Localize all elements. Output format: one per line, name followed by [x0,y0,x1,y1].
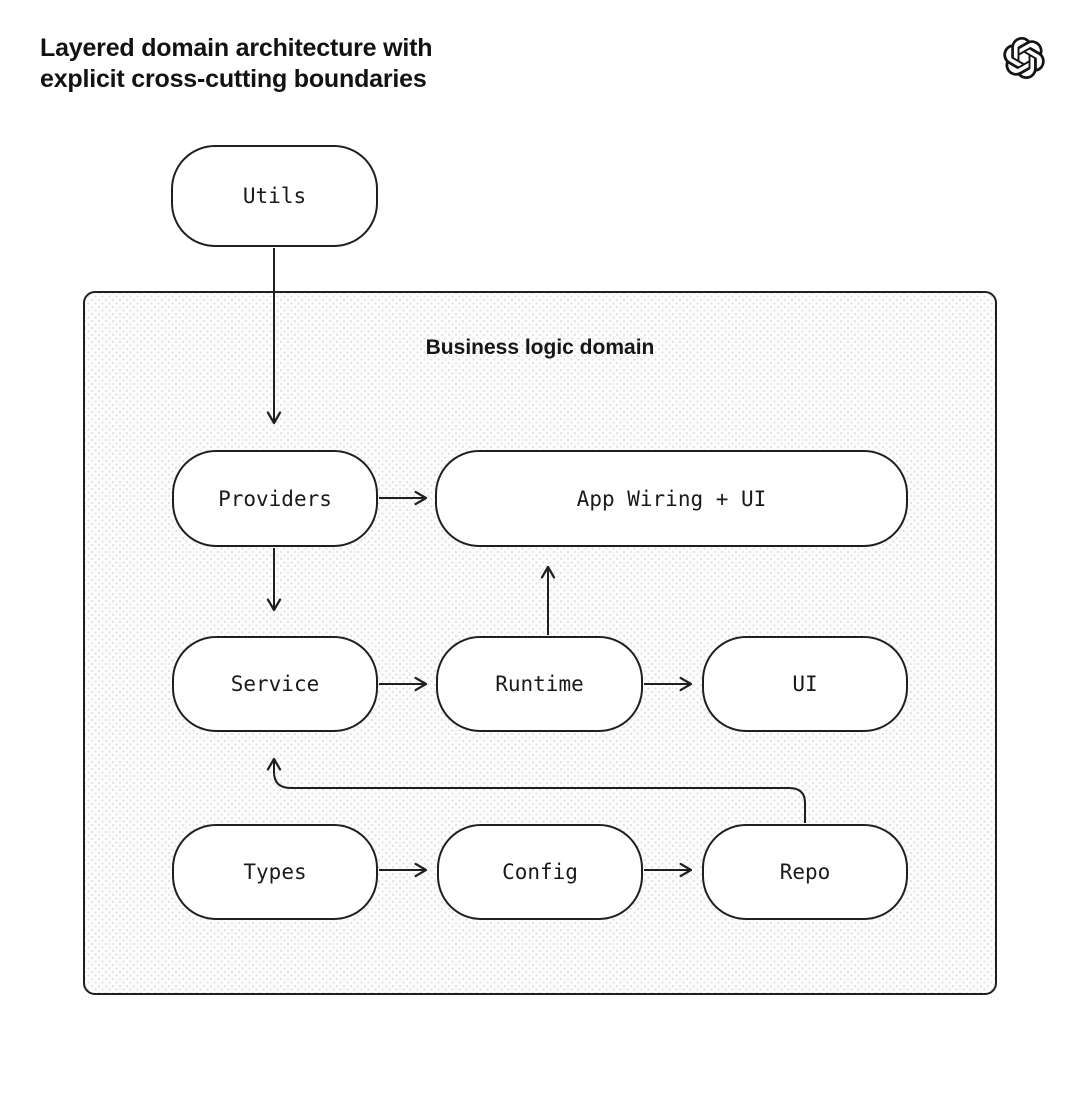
node-runtime [436,636,643,732]
openai-logo-icon [1003,37,1045,79]
node-ui-label: UI [792,672,818,696]
node-types [172,824,378,920]
node-config-label: Config [502,860,578,884]
page-title-line2: explicit cross-cutting boundaries [40,65,427,93]
node-repo-label: Repo [779,860,831,884]
node-app-wiring-ui [435,450,908,547]
node-app-wiring-ui-label: App Wiring + UI [576,486,767,511]
node-repo [702,824,908,920]
node-service [172,636,378,732]
node-providers [172,450,378,547]
node-config [437,824,643,920]
node-utils [171,145,378,247]
node-utils-label: Utils [242,184,307,208]
node-runtime-label: Runtime [495,672,584,696]
business-logic-domain-label: Business logic domain [425,336,655,359]
node-providers-label: Providers [218,486,332,511]
node-ui [702,636,908,732]
page-title [40,33,432,95]
node-types-label: Types [243,860,307,884]
page-title-line1: Layered domain architecture with [40,34,433,62]
node-service-label: Service [230,672,320,696]
